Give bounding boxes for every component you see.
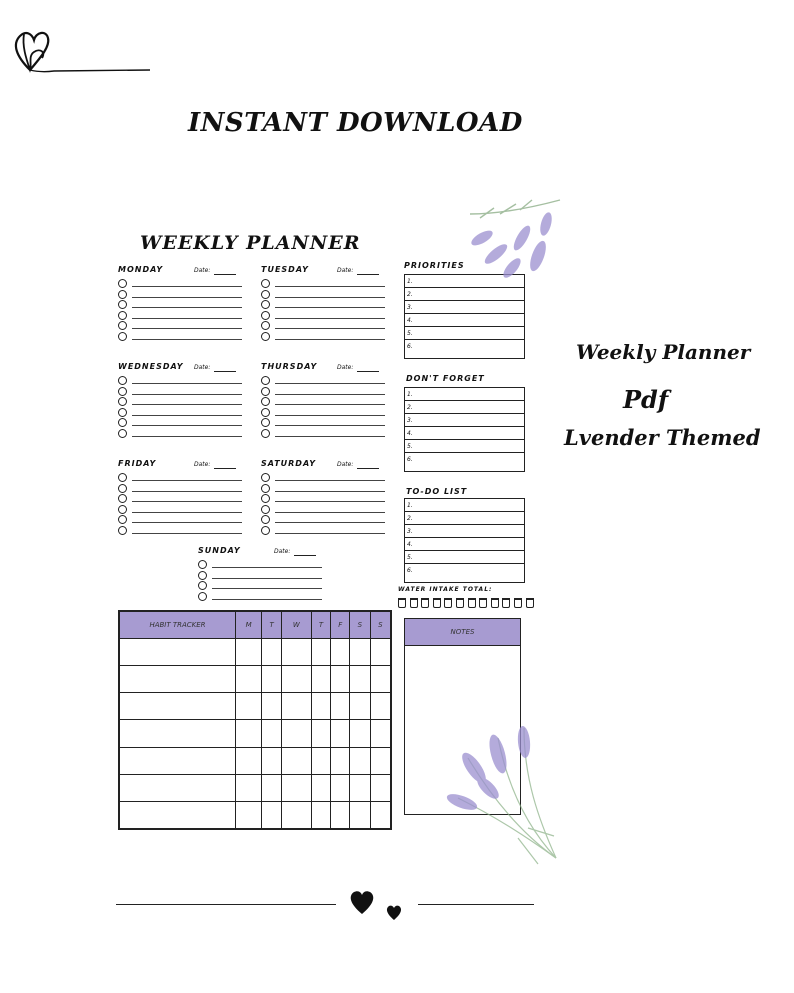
task-row[interactable] [261,505,389,515]
list-item[interactable]: 5. [405,440,524,453]
habit-day-header: F [331,612,350,639]
habit-check-cell[interactable] [262,801,282,828]
task-line[interactable] [275,533,385,534]
task-line[interactable] [275,501,385,502]
task-line[interactable] [275,512,385,513]
task-row[interactable] [118,484,246,494]
list-item[interactable]: 2. [405,288,524,301]
checkbox-circle-icon[interactable] [261,332,270,341]
day-block [118,459,246,535]
checkbox-circle-icon[interactable] [118,387,127,396]
checkbox-circle-icon[interactable] [118,311,127,320]
habit-day-header: M [236,612,262,639]
planner-title: WEEKLY PLANNER [140,232,361,254]
list-item[interactable]: 6. [407,567,413,574]
checkbox-circle-icon[interactable] [118,397,127,406]
lavender-flower-icon [460,194,562,296]
task-line[interactable] [275,436,385,437]
task-line[interactable] [132,533,242,534]
task-row[interactable] [261,484,389,494]
task-line[interactable] [132,297,242,298]
checkbox-circle-icon[interactable] [118,505,127,514]
water-cup-icon[interactable] [526,598,534,608]
habit-name-cell[interactable] [120,747,236,774]
day-name: WEDNESDAY [118,362,184,371]
task-row[interactable] [261,397,389,407]
habit-check-cell[interactable] [236,801,262,828]
task-line[interactable] [212,588,322,589]
habit-name-cell[interactable] [120,720,236,747]
habit-day-header: T [262,612,282,639]
habit-row [120,639,391,666]
task-line[interactable] [132,512,242,513]
water-cup-icon[interactable] [398,598,406,608]
day-name: SATURDAY [261,459,317,468]
list-item[interactable]: 6. [407,456,413,463]
habit-check-cell[interactable] [370,639,390,666]
task-row[interactable] [118,505,246,515]
checkbox-circle-icon[interactable] [118,526,127,535]
divider-left [116,904,336,905]
habit-check-cell[interactable] [236,747,262,774]
task-line[interactable] [132,404,242,405]
day-name: THURSDAY [261,362,318,371]
checkbox-circle-icon[interactable] [261,408,270,417]
water-cup-icon[interactable] [410,598,418,608]
task-row[interactable] [261,300,389,310]
task-line[interactable] [275,425,385,426]
habit-day-header: W [282,612,312,639]
water-cup-icon[interactable] [514,598,522,608]
habit-check-cell[interactable] [350,747,370,774]
water-cup-icon[interactable] [433,598,441,608]
habit-row [120,747,391,774]
lavender-bouquet-icon [438,718,562,866]
date-line[interactable] [214,371,236,372]
date-line[interactable] [294,555,316,556]
checkbox-circle-icon[interactable] [198,571,207,580]
habit-check-cell[interactable] [331,639,350,666]
day-name: FRIDAY [118,459,157,468]
checkbox-circle-icon[interactable] [118,300,127,309]
task-line[interactable] [132,286,242,287]
date-line[interactable] [214,468,236,469]
habit-name-cell[interactable] [120,774,236,801]
habit-check-cell[interactable] [331,666,350,693]
checkbox-circle-icon[interactable] [198,592,207,601]
task-row[interactable] [198,571,326,581]
task-row[interactable] [261,376,389,386]
task-line[interactable] [132,394,242,395]
habit-check-cell[interactable] [350,639,370,666]
task-line[interactable] [132,522,242,523]
day-block [261,265,389,341]
habit-row [120,774,391,801]
list-item[interactable]: 1. [405,499,524,512]
date-label: Date: [337,461,354,468]
habit-check-cell[interactable] [350,666,370,693]
notes-label: NOTES [405,619,520,646]
task-row[interactable] [118,473,246,483]
task-row[interactable] [261,311,389,321]
water-cup-icon[interactable] [456,598,464,608]
habit-tracker [118,610,392,830]
checkbox-circle-icon[interactable] [261,397,270,406]
checkbox-circle-icon[interactable] [261,290,270,299]
task-line[interactable] [275,491,385,492]
date-label: Date: [194,364,211,371]
checkbox-circle-icon[interactable] [118,321,127,330]
habit-check-cell[interactable] [236,639,262,666]
checkbox-circle-icon[interactable] [261,300,270,309]
habit-day-header: S [350,612,370,639]
checkbox-circle-icon[interactable] [261,484,270,493]
checkbox-circle-icon[interactable] [261,515,270,524]
checkbox-circle-icon[interactable] [118,332,127,341]
task-row[interactable] [118,494,246,504]
heart-logo-icon [8,26,153,78]
day-block [198,546,326,602]
task-row[interactable] [118,332,246,342]
day-name: SUNDAY [198,546,241,555]
list-item[interactable]: 3. [405,525,524,538]
habit-check-cell[interactable] [282,693,312,720]
habit-check-cell[interactable] [331,774,350,801]
habit-check-cell[interactable] [370,666,390,693]
water-cup-icon[interactable] [444,598,452,608]
list-item[interactable]: 1. [405,275,524,288]
habit-check-cell[interactable] [370,774,390,801]
habit-check-cell[interactable] [370,747,390,774]
side-title-2: Pdf [623,385,669,414]
list-item[interactable]: 2. [405,401,524,414]
habit-check-cell[interactable] [350,801,370,828]
day-block [261,362,389,438]
habit-name-cell[interactable] [120,693,236,720]
list-item[interactable]: 3. [405,414,524,427]
list-item[interactable]: 5. [405,327,524,340]
task-line[interactable] [132,339,242,340]
checkbox-circle-icon[interactable] [198,581,207,590]
task-row[interactable] [261,279,389,289]
todo-list [404,498,525,583]
task-line[interactable] [275,415,385,416]
task-row[interactable] [118,300,246,310]
checkbox-circle-icon[interactable] [118,290,127,299]
list-item[interactable]: 1. [405,388,524,401]
habit-check-cell[interactable] [370,720,390,747]
task-line[interactable] [132,480,242,481]
habit-check-cell[interactable] [350,774,370,801]
checkbox-circle-icon[interactable] [118,515,127,524]
task-line[interactable] [132,383,242,384]
task-row[interactable] [118,321,246,331]
task-row[interactable] [118,408,246,418]
habit-name-cell[interactable] [120,639,236,666]
list-item[interactable]: 6. [407,343,413,350]
checkbox-circle-icon[interactable] [118,429,127,438]
list-item[interactable]: 2. [405,512,524,525]
date-label: Date: [274,548,291,555]
habit-check-cell[interactable] [350,693,370,720]
task-line[interactable] [132,415,242,416]
task-line[interactable] [275,307,385,308]
date-line[interactable] [214,274,236,275]
checkbox-circle-icon[interactable] [118,376,127,385]
dont-forget-list [404,387,525,472]
list-item[interactable]: 4. [405,538,524,551]
habit-check-cell[interactable] [311,693,331,720]
task-line[interactable] [132,318,242,319]
task-line[interactable] [275,286,385,287]
habit-check-cell[interactable] [311,666,331,693]
task-row[interactable] [261,332,389,342]
habit-check-cell[interactable] [262,720,282,747]
habit-check-cell[interactable] [262,666,282,693]
date-label: Date: [194,267,211,274]
checkbox-circle-icon[interactable] [261,376,270,385]
checkbox-circle-icon[interactable] [118,408,127,417]
dont-forget-label: DON'T FORGET [406,374,485,383]
habit-check-cell[interactable] [236,720,262,747]
task-line[interactable] [275,297,385,298]
habit-check-cell[interactable] [236,666,262,693]
water-cup-icon[interactable] [491,598,499,608]
list-item[interactable]: 3. [405,301,524,314]
habit-day-header: T [311,612,331,639]
date-label: Date: [194,461,211,468]
task-row[interactable] [118,397,246,407]
checkbox-circle-icon[interactable] [261,494,270,503]
task-row[interactable] [118,418,246,428]
date-line[interactable] [357,274,379,275]
habit-check-cell[interactable] [311,774,331,801]
divider-right [418,904,534,905]
checkbox-circle-icon[interactable] [261,321,270,330]
date-line[interactable] [357,371,379,372]
task-row[interactable] [198,581,326,591]
task-line[interactable] [212,567,322,568]
task-line[interactable] [275,383,385,384]
task-line[interactable] [132,436,242,437]
habit-check-cell[interactable] [262,693,282,720]
task-line[interactable] [275,522,385,523]
task-line[interactable] [132,501,242,502]
task-row[interactable] [118,515,246,525]
checkbox-circle-icon[interactable] [261,279,270,288]
habit-check-cell[interactable] [311,747,331,774]
task-line[interactable] [132,307,242,308]
date-label: Date: [337,364,354,371]
page-title: INSTANT DOWNLOAD [188,108,523,138]
day-name: MONDAY [118,265,164,274]
checkbox-circle-icon[interactable] [261,311,270,320]
date-line[interactable] [357,468,379,469]
task-line[interactable] [275,394,385,395]
habit-check-cell[interactable] [311,801,331,828]
checkbox-circle-icon[interactable] [261,387,270,396]
task-line[interactable] [275,328,385,329]
task-row[interactable] [261,429,389,439]
habit-check-cell[interactable] [331,801,350,828]
task-row[interactable] [261,321,389,331]
task-row[interactable] [118,429,246,439]
task-row[interactable] [118,290,246,300]
day-block [118,362,246,438]
task-row[interactable] [118,526,246,536]
task-row[interactable] [261,526,389,536]
habit-header: HABIT TRACKER [120,612,236,639]
habit-row [120,801,391,828]
side-title-3: Lvender Themed [564,425,761,450]
habit-check-cell[interactable] [282,801,312,828]
task-row[interactable] [261,494,389,504]
todo-label: TO-DO LIST [406,487,468,496]
habit-check-cell[interactable] [262,639,282,666]
habit-name-cell[interactable] [120,801,236,828]
checkbox-circle-icon[interactable] [261,526,270,535]
task-line[interactable] [132,328,242,329]
task-row[interactable] [261,473,389,483]
task-line[interactable] [212,599,322,600]
task-row[interactable] [261,387,389,397]
checkbox-circle-icon[interactable] [118,418,127,427]
checkbox-circle-icon[interactable] [261,505,270,514]
day-block [118,265,246,341]
list-item[interactable]: 4. [405,427,524,440]
habit-check-cell[interactable] [311,639,331,666]
list-item[interactable]: 5. [405,551,524,564]
task-line[interactable] [275,404,385,405]
habit-check-cell[interactable] [282,666,312,693]
task-row[interactable] [261,408,389,418]
habit-check-cell[interactable] [282,774,312,801]
checkbox-circle-icon[interactable] [261,473,270,482]
task-row[interactable] [198,560,326,570]
habit-check-cell[interactable] [282,720,312,747]
water-cup-icon[interactable] [421,598,429,608]
task-line[interactable] [212,578,322,579]
water-cup-icon[interactable] [468,598,476,608]
water-intake-label: WATER INTAKE TOTAL: [398,586,493,593]
habit-row [120,666,391,693]
task-line[interactable] [275,318,385,319]
day-block [261,459,389,535]
habit-check-cell[interactable] [370,693,390,720]
habit-check-cell[interactable] [331,747,350,774]
habit-check-cell[interactable] [262,747,282,774]
task-row[interactable] [261,515,389,525]
habit-check-cell[interactable] [236,774,262,801]
checkbox-circle-icon[interactable] [198,560,207,569]
side-title-1: Weekly Planner [576,340,751,364]
habit-check-cell[interactable] [282,639,312,666]
water-cup-icon[interactable] [479,598,487,608]
task-line[interactable] [132,491,242,492]
date-label: Date: [337,267,354,274]
habit-row [120,720,391,747]
checkbox-circle-icon[interactable] [118,279,127,288]
task-row[interactable] [198,592,326,602]
habit-check-cell[interactable] [350,720,370,747]
task-row[interactable] [118,376,246,386]
task-line[interactable] [275,480,385,481]
habit-check-cell[interactable] [311,720,331,747]
habit-check-cell[interactable] [331,720,350,747]
task-row[interactable] [118,387,246,397]
habit-check-cell[interactable] [282,747,312,774]
list-item[interactable]: 4. [405,314,524,327]
task-row[interactable] [118,279,246,289]
checkbox-circle-icon[interactable] [261,429,270,438]
habit-check-cell[interactable] [236,693,262,720]
water-cup-icon[interactable] [502,598,510,608]
habit-name-cell[interactable] [120,666,236,693]
task-line[interactable] [275,339,385,340]
task-row[interactable] [261,290,389,300]
checkbox-circle-icon[interactable] [118,484,127,493]
checkbox-circle-icon[interactable] [118,473,127,482]
habit-check-cell[interactable] [370,801,390,828]
habit-day-header: S [370,612,390,639]
task-row[interactable] [261,418,389,428]
habit-check-cell[interactable] [262,774,282,801]
habit-row [120,693,391,720]
priorities-label: PRIORITIES [404,261,465,270]
task-row[interactable] [118,311,246,321]
task-line[interactable] [132,425,242,426]
day-name: TUESDAY [261,265,309,274]
checkbox-circle-icon[interactable] [261,418,270,427]
habit-check-cell[interactable] [331,693,350,720]
checkbox-circle-icon[interactable] [118,494,127,503]
hearts-icon [346,884,408,924]
